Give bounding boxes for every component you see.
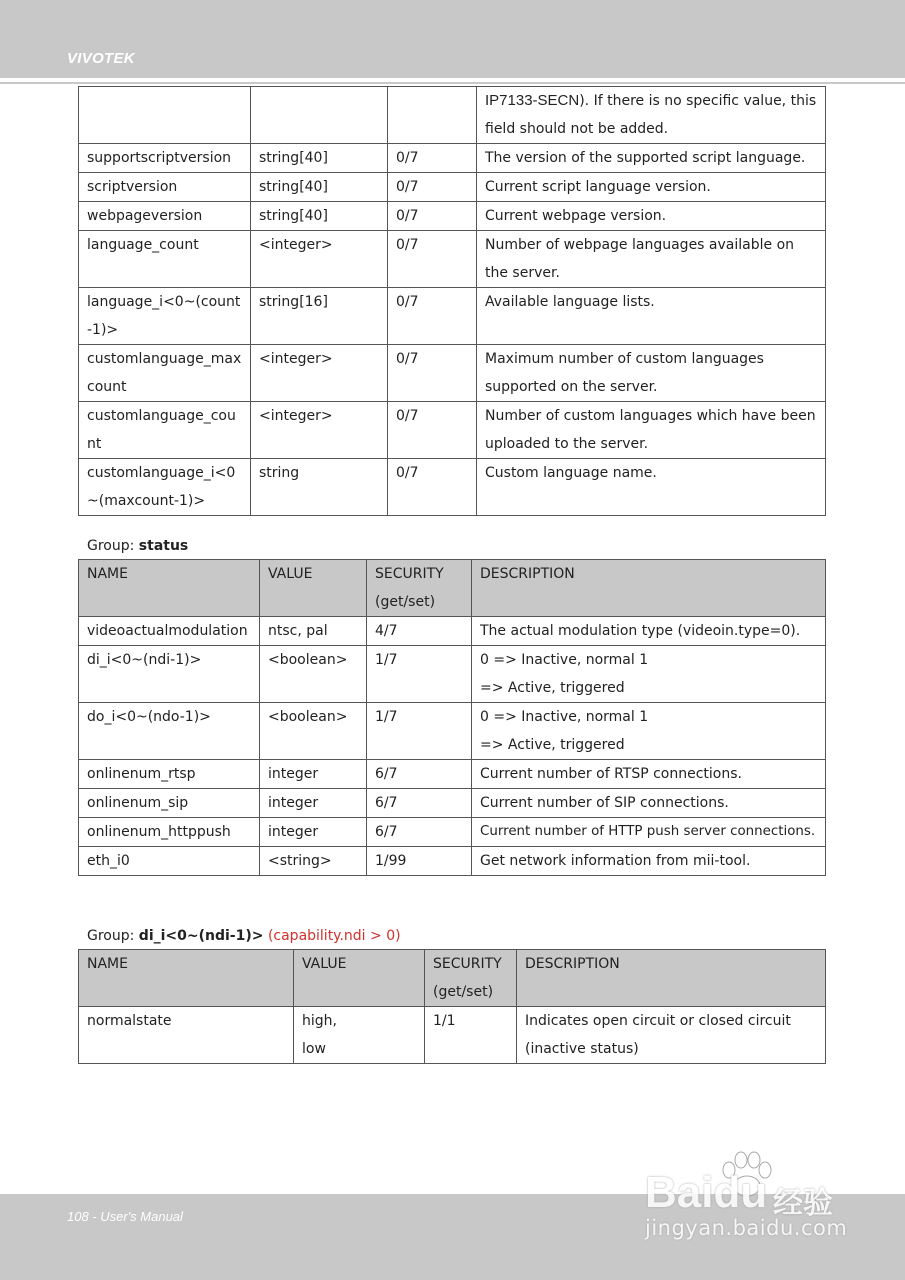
- group-name: status: [138, 538, 189, 554]
- table-header-row: [79, 950, 826, 1007]
- params-table-continued: [78, 86, 826, 516]
- table-row: onlinenum_sip integer 6/7 Current number of SIP connections.: [79, 789, 826, 818]
- table-row: customlanguage_i<0 ~(maxcount-1)> string 0/7 Custom language name.: [79, 459, 826, 516]
- table-row: language_count <integer> 0/7 Number of webpage languages available on the server.: [79, 231, 826, 288]
- col-header-value: VALUE: [294, 950, 425, 1007]
- table-row: customlanguage_count <integer> 0/7 Number of custom languages which have been uploaded to the server.: [79, 402, 826, 459]
- table-row: [79, 87, 826, 144]
- table-row: scriptversion string[40] 0/7 Current script language version.: [79, 173, 826, 202]
- table-row: normalstate high, low 1/1 Indicates open circuit or closed circuit (inactive status): [79, 1007, 826, 1064]
- col-header-name: NAME: [79, 560, 260, 617]
- col-header-security: SECURITY (get/set): [367, 560, 472, 617]
- table-row: onlinenum_rtsp integer 6/7 Current number of RTSP connections.: [79, 760, 826, 789]
- header-band: [0, 0, 905, 78]
- table-row: di_i<0~(ndi-1)> <boolean> 1/7 0 => Inactive, normal 1 => Active, triggered: [79, 646, 826, 703]
- watermark-cn: 经验: [773, 1186, 833, 1221]
- table-row: do_i<0~(ndo-1)> <boolean> 1/7 0 => Inactive, normal 1 => Active, triggered: [79, 703, 826, 760]
- desc-cell: IP7133-SECN). If there is no specific value, this field should not be added.: [477, 87, 826, 144]
- col-header-value: VALUE: [260, 560, 367, 617]
- group-name: di_i<0~(ndi-1)>: [138, 928, 264, 944]
- table-header-row: [79, 560, 826, 617]
- col-header-description: DESCRIPTION: [472, 560, 826, 617]
- col-header-security: SECURITY (get/set): [425, 950, 517, 1007]
- status-table: [78, 559, 826, 876]
- table-row: language_i<0~(count -1)> string[16] 0/7 Available language lists.: [79, 288, 826, 345]
- watermark-url: jingyan.baidu.com: [645, 1216, 848, 1240]
- watermark-logo: Baidu: [645, 1168, 768, 1217]
- group-condition: (capability.ndi > 0): [267, 928, 401, 944]
- brand-logo: VIVOTEK: [67, 50, 135, 67]
- page-number: 108 - User's Manual: [67, 1209, 183, 1224]
- table-row: customlanguage_maxcount <integer> 0/7 Maximum number of custom languages supported on the server.: [79, 345, 826, 402]
- group-status-label: Group: status: [87, 538, 189, 554]
- col-header-name: NAME: [79, 950, 294, 1007]
- table-row: webpageversion string[40] 0/7 Current webpage version.: [79, 202, 826, 231]
- di-table: [78, 949, 826, 1064]
- table-row: videoactualmodulation ntsc, pal 4/7 The actual modulation type (videoin.type=0).: [79, 617, 826, 646]
- table-row: supportscriptversion string[40] 0/7 The version of the supported script language.: [79, 144, 826, 173]
- table-row: eth_i0 <string> 1/99 Get network information from mii-tool.: [79, 847, 826, 876]
- col-header-description: DESCRIPTION: [517, 950, 826, 1007]
- baidu-watermark: [645, 1150, 865, 1250]
- model-name: IP7133-SECN: [485, 92, 580, 109]
- group-di-label: Group: di_i<0~(ndi-1)> (capability.ndi > 0): [87, 928, 401, 944]
- table-row: onlinenum_httppush integer 6/7 Current number of HTTP push server connections.: [79, 818, 826, 847]
